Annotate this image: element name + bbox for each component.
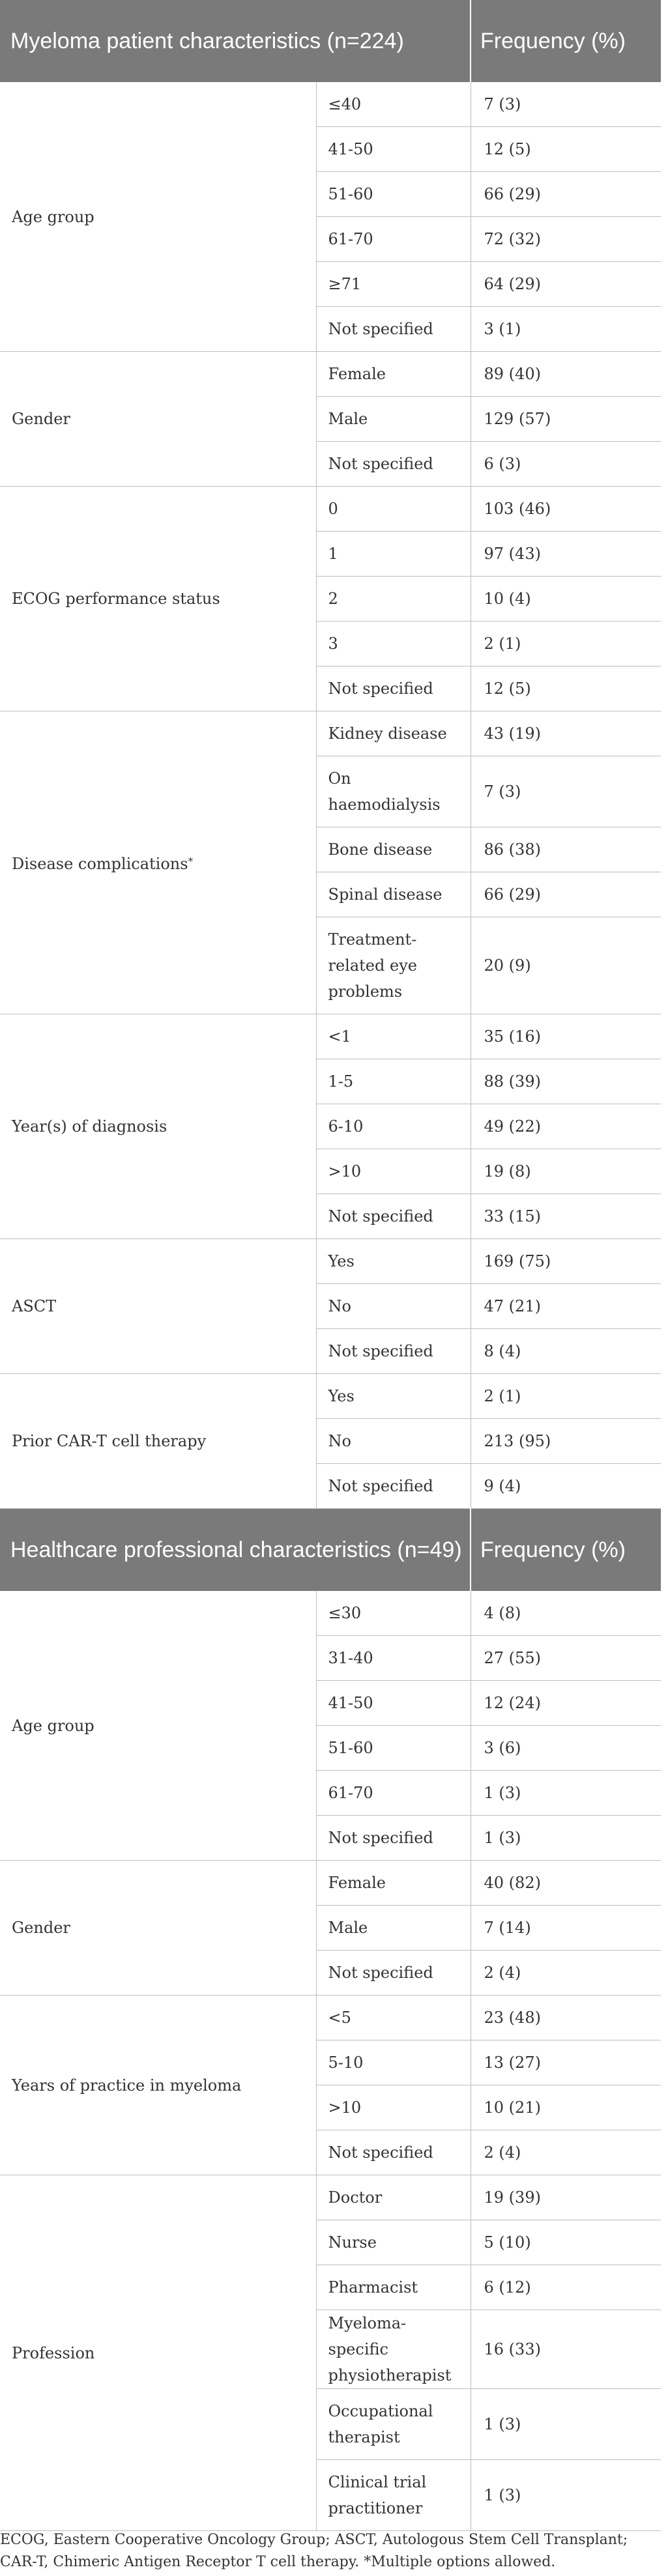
frequency-cell: 16 (33) (471, 2310, 661, 2389)
subcategory-cell: Myeloma-specific physiotherapist (316, 2310, 471, 2389)
category-label-text: Disease complications (12, 855, 188, 873)
category-label-text: Age group (12, 1716, 94, 1735)
category-label (0, 1996, 316, 2175)
subcategory-cell: ≤30 (316, 1591, 471, 1636)
subcategory-cell: Treatment-related eye problems (316, 917, 471, 1014)
category-label (0, 1861, 316, 1996)
category-label (0, 1591, 316, 1861)
frequency-cell: 2 (1) (471, 622, 661, 666)
subcategory-cell: Not specified (316, 2130, 471, 2175)
subcategory-cell: 51-60 (316, 172, 471, 217)
section-title: Myeloma patient characteristics (n=224) (0, 0, 471, 82)
section-header-row (0, 0, 661, 82)
subcategory-cell: 41-50 (316, 127, 471, 172)
table-row (0, 711, 661, 756)
frequency-cell: 6 (12) (471, 2265, 661, 2310)
category-label-text: Age group (12, 207, 94, 226)
frequency-cell: 19 (8) (471, 1149, 661, 1194)
subcategory-cell: Not specified (316, 307, 471, 352)
frequency-cell: 49 (22) (471, 1104, 661, 1149)
table-row (0, 487, 661, 532)
frequency-cell: 1 (3) (471, 2389, 661, 2460)
subcategory-cell: 6-10 (316, 1104, 471, 1149)
category-label (0, 1374, 316, 1509)
subcategory-cell: Female (316, 352, 471, 397)
frequency-cell: 13 (27) (471, 2040, 661, 2085)
subcategory-cell: Yes (316, 1374, 471, 1419)
subcategory-cell: Bone disease (316, 827, 471, 872)
frequency-cell: 72 (32) (471, 217, 661, 262)
subcategory-cell: 3 (316, 622, 471, 666)
category-label (0, 352, 316, 487)
subcategory-cell: ≤40 (316, 82, 471, 127)
subcategory-cell: Not specified (316, 1329, 471, 1374)
category-label-text: ECOG performance status (12, 590, 220, 608)
table-footnote: ECOG, Eastern Cooperative Oncology Group; ASCT, Autologous Stem Cell Transplant; CAR-T, Chimeric Antigen Receptor T cell therapy. *Multiple options allowed. (0, 2532, 628, 2570)
subcategory-cell: Not specified (316, 1464, 471, 1509)
footnote-marker: * (188, 855, 194, 867)
frequency-cell: 6 (3) (471, 442, 661, 487)
frequency-cell: 1 (3) (471, 1771, 661, 1816)
subcategory-cell: Male (316, 1906, 471, 1951)
frequency-cell: 2 (1) (471, 1374, 661, 1419)
subcategory-cell: Clinical trial practitioner (316, 2460, 471, 2531)
subcategory-cell: <5 (316, 1996, 471, 2040)
frequency-cell: 5 (10) (471, 2220, 661, 2265)
frequency-cell: 213 (95) (471, 1419, 661, 1464)
frequency-cell: 43 (19) (471, 711, 661, 756)
subcategory-cell: Occupational therapist (316, 2389, 471, 2460)
frequency-cell: 7 (3) (471, 82, 661, 127)
subcategory-cell: 1 (316, 532, 471, 577)
frequency-cell: 27 (55) (471, 1636, 661, 1681)
category-label (0, 1014, 316, 1239)
frequency-cell: 19 (39) (471, 2175, 661, 2220)
category-label (0, 1239, 316, 1374)
category-label-text: Gender (12, 410, 70, 428)
frequency-cell: 1 (3) (471, 2460, 661, 2531)
frequency-cell: 47 (21) (471, 1284, 661, 1329)
section-header-row (0, 1509, 661, 1592)
frequency-cell: 169 (75) (471, 1239, 661, 1284)
frequency-cell: 23 (48) (471, 1996, 661, 2040)
subcategory-cell: Not specified (316, 1816, 471, 1861)
frequency-cell: 97 (43) (471, 532, 661, 577)
frequency-cell: 9 (4) (471, 1464, 661, 1509)
frequency-cell: 103 (46) (471, 487, 661, 532)
table-row (0, 82, 661, 127)
subcategory-cell: Kidney disease (316, 711, 471, 756)
section-title: Healthcare professional characteristics (n=49) (0, 1509, 471, 1592)
subcategory-cell: ≥71 (316, 262, 471, 307)
subcategory-cell: Spinal disease (316, 872, 471, 917)
subcategory-cell: 31-40 (316, 1636, 471, 1681)
category-label-text: Profession (12, 2343, 95, 2362)
subcategory-cell: Not specified (316, 1951, 471, 1996)
frequency-cell: 35 (16) (471, 1014, 661, 1059)
frequency-cell: 86 (38) (471, 827, 661, 872)
category-label (0, 487, 316, 711)
frequency-cell: 10 (4) (471, 577, 661, 622)
frequency-cell: 8 (4) (471, 1329, 661, 1374)
frequency-cell: 7 (3) (471, 756, 661, 827)
subcategory-cell: >10 (316, 2085, 471, 2130)
subcategory-cell: Female (316, 1861, 471, 1906)
frequency-cell: 129 (57) (471, 397, 661, 442)
frequency-cell: 2 (4) (471, 2130, 661, 2175)
table-row (0, 1014, 661, 1059)
table-row (0, 1239, 661, 1284)
category-label-text: Years of practice in myeloma (12, 2076, 242, 2095)
subcategory-cell: Not specified (316, 442, 471, 487)
frequency-cell: 3 (6) (471, 1726, 661, 1771)
table-row (0, 1861, 661, 1906)
frequency-cell: 10 (21) (471, 2085, 661, 2130)
frequency-cell: 66 (29) (471, 872, 661, 917)
subcategory-cell: No (316, 1284, 471, 1329)
subcategory-cell: 1-5 (316, 1059, 471, 1104)
frequency-cell: 66 (29) (471, 172, 661, 217)
category-label (0, 82, 316, 352)
subcategory-cell: 5-10 (316, 2040, 471, 2085)
category-label-text: ASCT (12, 1297, 57, 1315)
table-row (0, 352, 661, 397)
subcategory-cell: <1 (316, 1014, 471, 1059)
subcategory-cell: >10 (316, 1149, 471, 1194)
category-label (0, 2175, 316, 2531)
subcategory-cell: 2 (316, 577, 471, 622)
subcategory-cell: Nurse (316, 2220, 471, 2265)
subcategory-cell: 61-70 (316, 1771, 471, 1816)
frequency-header: Frequency (%) (471, 0, 661, 82)
frequency-cell: 4 (8) (471, 1591, 661, 1636)
frequency-cell: 3 (1) (471, 307, 661, 352)
table-row (0, 1374, 661, 1419)
subcategory-cell: Not specified (316, 1194, 471, 1239)
subcategory-cell: No (316, 1419, 471, 1464)
subcategory-cell: 61-70 (316, 217, 471, 262)
category-label-text: Year(s) of diagnosis (12, 1117, 167, 1136)
frequency-header: Frequency (%) (471, 1509, 661, 1592)
subcategory-cell: Not specified (316, 666, 471, 711)
category-label-text: Gender (12, 1919, 70, 1937)
frequency-cell: 64 (29) (471, 262, 661, 307)
frequency-cell: 12 (24) (471, 1681, 661, 1726)
frequency-cell: 20 (9) (471, 917, 661, 1014)
frequency-cell: 33 (15) (471, 1194, 661, 1239)
subcategory-cell: Yes (316, 1239, 471, 1284)
frequency-cell: 89 (40) (471, 352, 661, 397)
subcategory-cell: Male (316, 397, 471, 442)
category-label-text: Prior CAR-T cell therapy (12, 1432, 207, 1450)
frequency-cell: 88 (39) (471, 1059, 661, 1104)
frequency-cell: 1 (3) (471, 1816, 661, 1861)
subcategory-cell: 51-60 (316, 1726, 471, 1771)
frequency-cell: 12 (5) (471, 127, 661, 172)
subcategory-cell: 0 (316, 487, 471, 532)
subcategory-cell: Doctor (316, 2175, 471, 2220)
table-row (0, 1591, 661, 1636)
frequency-cell: 40 (82) (471, 1861, 661, 1906)
subcategory-cell: Pharmacist (316, 2265, 471, 2310)
category-label (0, 711, 316, 1014)
subcategory-cell: 41-50 (316, 1681, 471, 1726)
table-row (0, 1996, 661, 2040)
frequency-cell: 12 (5) (471, 666, 661, 711)
subcategory-cell: On haemodialysis (316, 756, 471, 827)
frequency-cell: 2 (4) (471, 1951, 661, 1996)
frequency-cell: 7 (14) (471, 1906, 661, 1951)
table-row (0, 2175, 661, 2220)
